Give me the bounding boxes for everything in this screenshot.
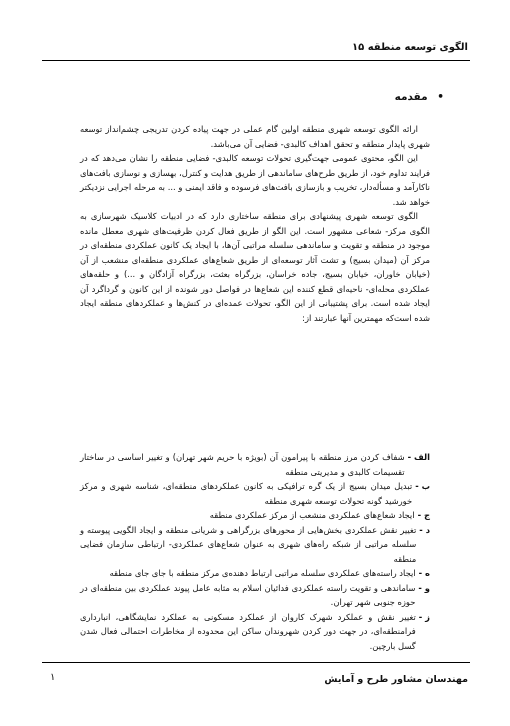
section-heading xyxy=(395,91,444,103)
bullet-icon: • xyxy=(437,91,444,103)
item-marker: ه - xyxy=(418,568,430,578)
item-text: تغییر نقش و عملکرد شهرک کاروان از عملکرد مسکونی به عملکرد نمایشگاهی، انبارداری فرامنطقه‌ای، در جهت دور کردن شهروندان ساکن این محدوده از مخاطرات احتمالی فعال شدن گسل بارچین. xyxy=(80,611,416,651)
item-marker: الف - xyxy=(407,452,430,462)
item-text: ایجاد شعاع‌های عملکردی منشعب از مرکز عملکردی منطقه xyxy=(209,510,415,520)
item-text: ایجاد راسته‌های عملکردی سلسله مراتبی ارتباط دهنده‌ی مرکز منطقه با جای جای منطقه xyxy=(109,568,416,578)
item-text: ساماندهی و تقویت راسته عملکردی فدائیان اسلام به مثابه عامل پیوند عملکردی بین منطقه‌ای در حوزه جنوبی شهر تهران. xyxy=(80,582,416,607)
header-rule xyxy=(42,60,470,61)
list-item xyxy=(80,566,430,581)
list-item xyxy=(80,581,430,610)
list-item xyxy=(80,610,430,654)
paragraph: الگوی توسعه شهری پیشنهادی برای منطقه ساختاری دارد که در ادبیات کلاسیک شهرسازی به الگوی مرکز- شعاعی مشهور است. این الگو از طریق فعال کردن ظرفیت‌های شهری معطل مانده موجود در منطقه و تقویت و ساماندهی سلسله مراتبی آن‌ها، با ایجاد یک کانون عملکردی منطقه‌ای در مرکز آن (میدان بسیج) و تشت آثار توسعه‌ای از طریق شعاع‌های عملکردی منطقه‌ای منشعب از آن (خیابان خاوران، خیابان بسیج، جاده خراسان، بزرگراه بعثت، بزرگراه آزادگان و ...) و حلقه‌های عملکردی محله‌ای- ناحیه‌ای قطع کننده این شعاع‌ها در فواصل دور شونده از این کانون و گرداگرد آن ایجاد شده است. برای پشتیبانی از این الگو، تحولات عمده‌ای در کنش‌ها و عملکردهای منطقه ایجاد شده است‌که مهمترین آنها عبارتند از: xyxy=(80,211,430,323)
list-item xyxy=(80,450,430,479)
item-marker: و - xyxy=(418,582,430,593)
item-text: تغییر نقش عملکردی بخش‌هایی از محورهای بزرگراهی و شریانی منطقه و ایجاد الگویی پیوسته و سلسله مراتبی از شبکه راه‌های شهری به عنوان شعاع‌های عملکردی- ارتباطی سازمان فضایی منطقه xyxy=(80,524,417,564)
list-item xyxy=(80,508,430,523)
list-item xyxy=(80,479,430,508)
section-title-text: مقدمه xyxy=(394,91,428,103)
item-marker: د - xyxy=(419,524,430,535)
paragraph: این الگو، محتوی عمومی جهت‌گیری تحولات توسعه کالبدی- فضایی منطقه را نشان می‌دهد که در فرایند تداوم خود، از طریق طرح‌های ساماندهی از طریق هدایت و کنترل، بهسازی و نوسازی بافت‌های ناکارآمد و مسأله‌دار، تخریب و بازسازی بافت‌های فرسوده و فاقد ایمنی و ... به مرحله اجرایی نزدیکتر خواهد شد. xyxy=(80,153,430,207)
list-item xyxy=(80,523,430,567)
footer-rule xyxy=(42,662,470,663)
paragraph: ارائه الگوی توسعه شهری منطقه اولین گام عملی در جهت پیاده کردن تدریجی چشم‌انداز توسعه شهری پایدار منطقه و تحقق اهداف کالبدی- فضایی آن می‌باشد. xyxy=(80,124,430,149)
page-number: ۱ xyxy=(50,672,56,683)
item-marker: ب - xyxy=(415,481,430,491)
item-text: تبدیل میدان بسیج از یک گره ترافیکی به کانون عملکردهای منطقه‌ای، شناسه شهری و مرکز خورشید گونه تحولات توسعه شهری منطقه xyxy=(80,481,413,506)
item-text: شفاف کردن مرز منطقه با پیرامون آن (بویژه با حریم شهر تهران) و تغییر اساسی در ساختار تقسیمات کالبدی و مدیریتی منطقه xyxy=(80,452,405,477)
body-text xyxy=(80,122,430,325)
item-marker: ج - xyxy=(417,510,430,520)
item-list xyxy=(80,450,430,653)
header-title: الگوی توسعه منطقه ۱۵ xyxy=(352,42,468,53)
item-marker: ز - xyxy=(418,611,430,622)
footer-title: مهندسان مشاور طرح و آمایش xyxy=(324,674,468,685)
